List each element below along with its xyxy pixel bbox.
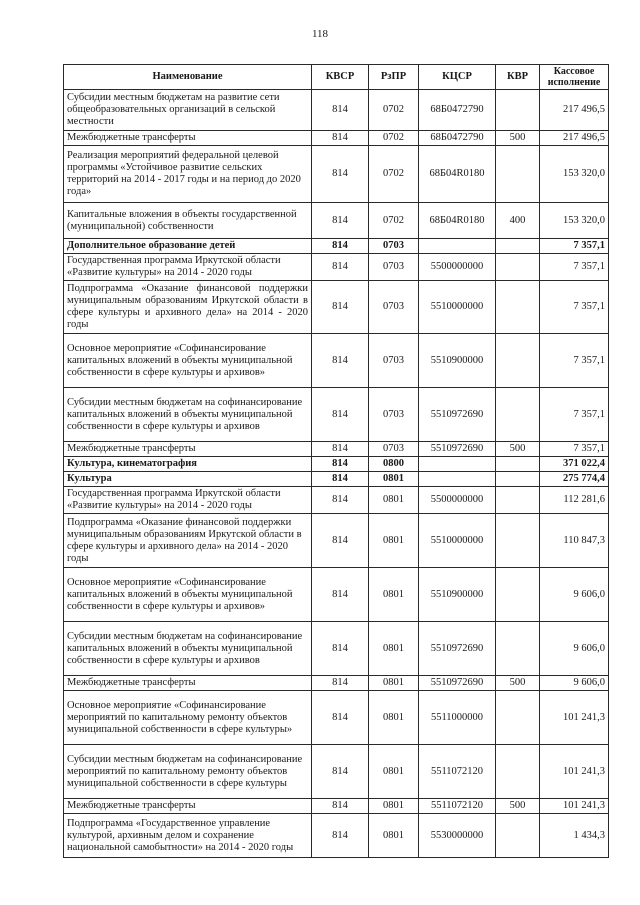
row-name: Субсидии местным бюджетам на софинансирование капитальных вложений в объекты муниципальной собственности в сфере культуры и архивов — [64, 622, 312, 676]
row-kvsr: 814 — [312, 676, 369, 691]
row-kvr — [496, 457, 540, 472]
row-kvsr: 814 — [312, 334, 369, 388]
row-rzpr: 0703 — [369, 388, 419, 442]
row-kvr: 400 — [496, 203, 540, 239]
header-amount: Кассовое исполнение — [540, 65, 609, 90]
row-rzpr: 0703 — [369, 334, 419, 388]
row-kvsr: 814 — [312, 814, 369, 858]
row-amount: 112 281,6 — [540, 487, 609, 514]
row-amount: 9 606,0 — [540, 676, 609, 691]
row-amount: 7 357,1 — [540, 442, 609, 457]
table-row — [64, 568, 609, 622]
table-row — [64, 146, 609, 203]
row-kcsr: 5510972690 — [419, 676, 496, 691]
row-name: Субсидии местным бюджетам на софинансирование мероприятий по капитальному ремонту объектов муниципальной собственности в сфере культуры — [64, 745, 312, 799]
row-kvr — [496, 254, 540, 281]
row-kvsr: 814 — [312, 514, 369, 568]
row-name: Субсидии местным бюджетам на софинансирование капитальных вложений в объекты муниципальной собственности в сфере культуры и архивов — [64, 388, 312, 442]
row-kvr — [496, 146, 540, 203]
row-kcsr: 5510972690 — [419, 388, 496, 442]
row-rzpr: 0801 — [369, 676, 419, 691]
table-row — [64, 203, 609, 239]
table-row — [64, 472, 609, 487]
row-rzpr: 0801 — [369, 514, 419, 568]
table-row — [64, 442, 609, 457]
row-kcsr — [419, 472, 496, 487]
row-rzpr: 0801 — [369, 691, 419, 745]
table-row — [64, 90, 609, 131]
row-amount: 101 241,3 — [540, 745, 609, 799]
row-name: Субсидии местным бюджетам на развитие сети общеобразовательных организаций в сельской местности — [64, 90, 312, 131]
row-amount: 110 847,3 — [540, 514, 609, 568]
row-rzpr: 0800 — [369, 457, 419, 472]
row-kvsr: 814 — [312, 691, 369, 745]
row-name: Культура — [64, 472, 312, 487]
row-amount: 153 320,0 — [540, 203, 609, 239]
row-rzpr: 0801 — [369, 568, 419, 622]
row-amount: 7 357,1 — [540, 281, 609, 334]
row-amount: 1 434,3 — [540, 814, 609, 858]
row-kvsr: 814 — [312, 472, 369, 487]
row-kcsr: 5510900000 — [419, 568, 496, 622]
row-rzpr: 0801 — [369, 487, 419, 514]
row-kcsr: 5500000000 — [419, 254, 496, 281]
header-rzpr: РзПР — [369, 65, 419, 90]
row-kcsr: 68Б04R0180 — [419, 203, 496, 239]
row-kvr — [496, 514, 540, 568]
row-kvr — [496, 90, 540, 131]
row-kvr — [496, 239, 540, 254]
page-number: 118 — [311, 28, 329, 40]
row-amount: 101 241,3 — [540, 799, 609, 814]
table-row — [64, 487, 609, 514]
row-rzpr: 0703 — [369, 442, 419, 457]
row-kvsr: 814 — [312, 457, 369, 472]
table-row — [64, 691, 609, 745]
row-kcsr: 68Б0472790 — [419, 90, 496, 131]
row-rzpr: 0801 — [369, 799, 419, 814]
row-kvr — [496, 281, 540, 334]
row-name: Дополнительное образование детей — [64, 239, 312, 254]
row-kvsr: 814 — [312, 442, 369, 457]
row-name: Государственная программа Иркутской области «Развитие культуры» на 2014 - 2020 годы — [64, 254, 312, 281]
row-name: Государственная программа Иркутской области «Развитие культуры» на 2014 - 2020 годы — [64, 487, 312, 514]
row-kvsr: 814 — [312, 487, 369, 514]
row-rzpr: 0702 — [369, 146, 419, 203]
row-kvr: 500 — [496, 442, 540, 457]
row-kvsr: 814 — [312, 203, 369, 239]
table-row — [64, 814, 609, 858]
row-rzpr: 0702 — [369, 203, 419, 239]
row-kvsr: 814 — [312, 568, 369, 622]
row-rzpr: 0801 — [369, 472, 419, 487]
header-name: Наименование — [64, 65, 312, 90]
row-kcsr: 68Б0472790 — [419, 131, 496, 146]
row-name: Основное мероприятие «Софинансирование капитальных вложений в объекты муниципальной собственности в сфере культуры и архивов» — [64, 334, 312, 388]
row-amount: 217 496,5 — [540, 90, 609, 131]
table-row — [64, 622, 609, 676]
row-kcsr: 5511000000 — [419, 691, 496, 745]
row-amount: 7 357,1 — [540, 239, 609, 254]
row-kcsr: 68Б04R0180 — [419, 146, 496, 203]
row-amount: 371 022,4 — [540, 457, 609, 472]
row-amount: 153 320,0 — [540, 146, 609, 203]
row-name: Реализация мероприятий федеральной целевой программы «Устойчивое развитие сельских территорий на 2014 - 2017 годы и на период до 2020 года» — [64, 146, 312, 203]
row-kcsr: 5510000000 — [419, 281, 496, 334]
row-amount: 101 241,3 — [540, 691, 609, 745]
row-kcsr: 5530000000 — [419, 814, 496, 858]
row-name: Межбюджетные трансферты — [64, 442, 312, 457]
row-name: Основное мероприятие «Софинансирование мероприятий по капитальному ремонту объектов муниципальной собственности в сфере культуры» — [64, 691, 312, 745]
row-kcsr — [419, 457, 496, 472]
table-row — [64, 239, 609, 254]
table-row — [64, 745, 609, 799]
row-kvr: 500 — [496, 799, 540, 814]
row-kvsr: 814 — [312, 745, 369, 799]
row-kvsr: 814 — [312, 90, 369, 131]
row-kcsr: 5510972690 — [419, 622, 496, 676]
row-name: Подпрограмма «Государственное управление культурой, архивным делом и сохранение национальной самобытности» на 2014 - 2020 годы — [64, 814, 312, 858]
row-kcsr: 5510900000 — [419, 334, 496, 388]
table-row — [64, 388, 609, 442]
row-kcsr: 5511072120 — [419, 745, 496, 799]
row-kvr — [496, 745, 540, 799]
row-kvsr: 814 — [312, 281, 369, 334]
row-kvr — [496, 691, 540, 745]
row-kvsr: 814 — [312, 388, 369, 442]
table-row — [64, 334, 609, 388]
row-kvr — [496, 622, 540, 676]
row-kcsr: 5510000000 — [419, 514, 496, 568]
row-rzpr: 0801 — [369, 622, 419, 676]
row-name: Межбюджетные трансферты — [64, 799, 312, 814]
table-row — [64, 799, 609, 814]
row-rzpr: 0801 — [369, 745, 419, 799]
row-amount: 217 496,5 — [540, 131, 609, 146]
row-amount: 9 606,0 — [540, 622, 609, 676]
row-rzpr: 0703 — [369, 254, 419, 281]
row-kvr: 500 — [496, 131, 540, 146]
row-name: Подпрограмма «Оказание финансовой поддержки муниципальным образованиям Иркутской области в сфере культуры и архивного дела» на 2014 - 2020 годы — [64, 281, 312, 334]
row-kvr — [496, 388, 540, 442]
row-name: Межбюджетные трансферты — [64, 676, 312, 691]
table-header-row — [64, 65, 609, 90]
row-amount: 9 606,0 — [540, 568, 609, 622]
row-rzpr: 0801 — [369, 814, 419, 858]
row-kcsr — [419, 239, 496, 254]
row-name: Межбюджетные трансферты — [64, 131, 312, 146]
row-rzpr: 0703 — [369, 281, 419, 334]
row-amount: 275 774,4 — [540, 472, 609, 487]
row-name: Основное мероприятие «Софинансирование капитальных вложений в объекты муниципальной собственности в сфере культуры и архивов» — [64, 568, 312, 622]
row-amount: 7 357,1 — [540, 334, 609, 388]
header-kvr: КВР — [496, 65, 540, 90]
row-kvsr: 814 — [312, 239, 369, 254]
table-row — [64, 457, 609, 472]
row-amount: 7 357,1 — [540, 388, 609, 442]
header-kcsr: КЦСР — [419, 65, 496, 90]
row-kcsr: 5511072120 — [419, 799, 496, 814]
row-kvsr: 814 — [312, 799, 369, 814]
row-rzpr: 0702 — [369, 90, 419, 131]
row-kcsr: 5500000000 — [419, 487, 496, 514]
table-row — [64, 254, 609, 281]
row-kvsr: 814 — [312, 131, 369, 146]
row-kvr — [496, 334, 540, 388]
row-rzpr: 0702 — [369, 131, 419, 146]
table-row — [64, 281, 609, 334]
table-row — [64, 131, 609, 146]
header-kvsr: КВСР — [312, 65, 369, 90]
row-name: Культура, кинематография — [64, 457, 312, 472]
table-row — [64, 676, 609, 691]
row-amount: 7 357,1 — [540, 254, 609, 281]
row-kcsr: 5510972690 — [419, 442, 496, 457]
row-kvsr: 814 — [312, 254, 369, 281]
row-kvr — [496, 814, 540, 858]
row-rzpr: 0703 — [369, 239, 419, 254]
row-kvr — [496, 568, 540, 622]
table-row — [64, 514, 609, 568]
row-kvr: 500 — [496, 676, 540, 691]
row-name: Подпрограмма «Оказание финансовой поддержки муниципальным образованиям Иркутской области в сфере культуры и архивного дела» на 2014 - 2020 годы — [64, 514, 312, 568]
budget-execution-table — [63, 64, 609, 858]
row-name: Капитальные вложения в объекты государственной (муниципальной) собственности — [64, 203, 312, 239]
row-kvsr: 814 — [312, 146, 369, 203]
row-kvr — [496, 487, 540, 514]
row-kvsr: 814 — [312, 622, 369, 676]
row-kvr — [496, 472, 540, 487]
